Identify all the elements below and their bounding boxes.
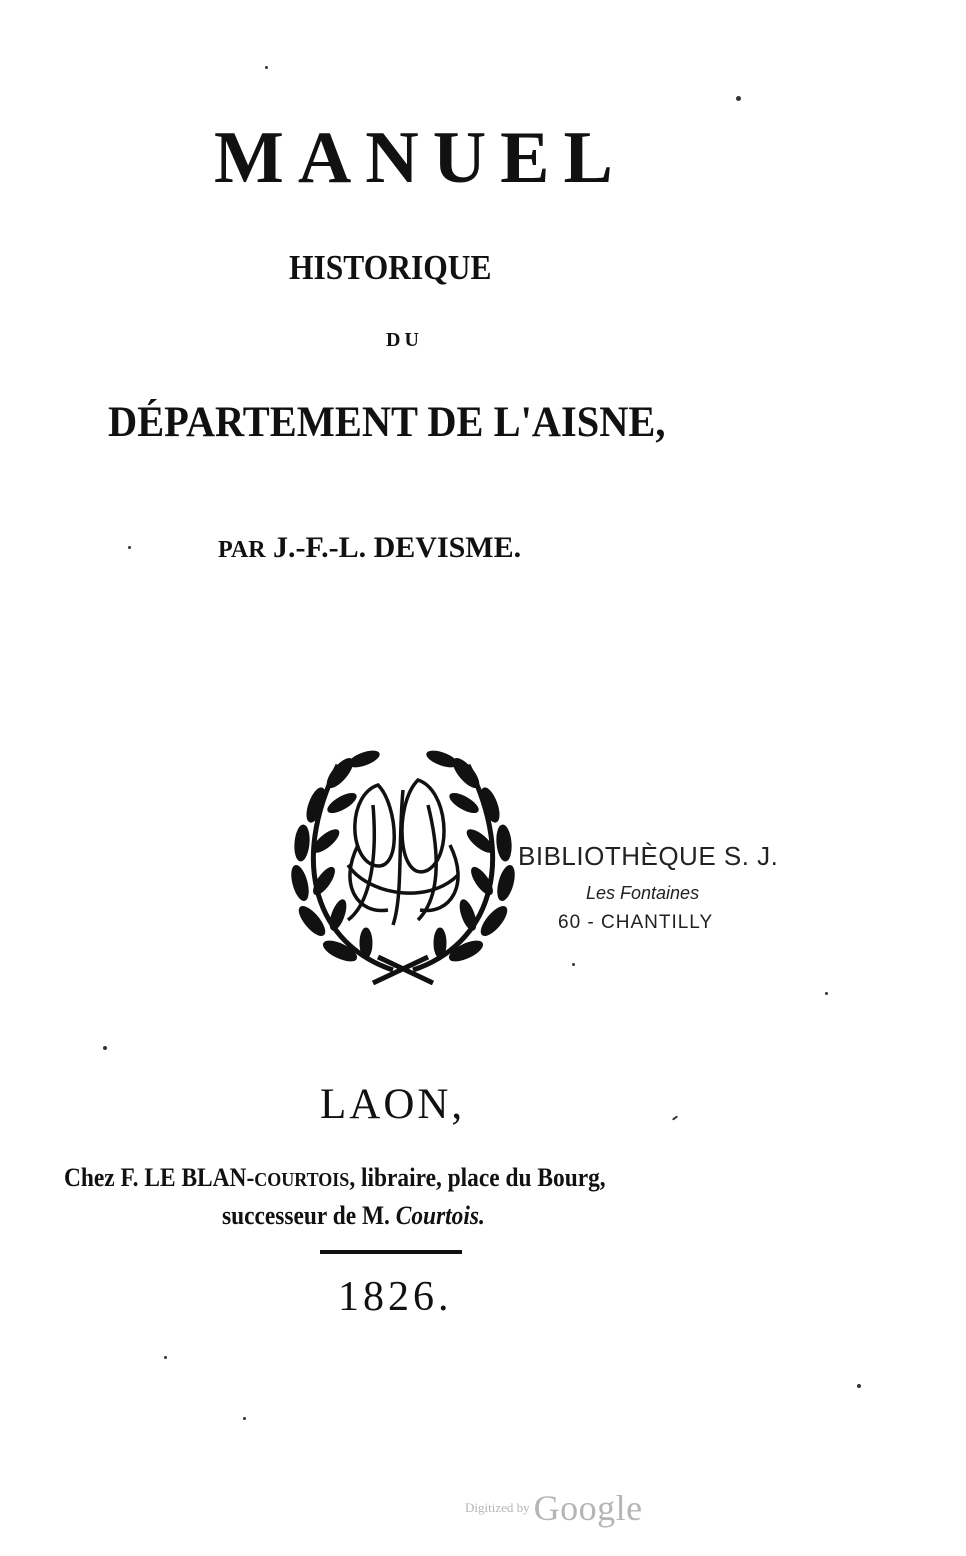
scan-speck [128, 546, 131, 549]
imprint-year: 1826. [338, 1274, 453, 1320]
scan-speck [672, 1115, 678, 1120]
scan-speck [736, 96, 741, 101]
title-departement: DÉPARTEMENT DE L'AISNE, [108, 399, 666, 446]
scan-speck [572, 963, 575, 966]
successor-name: Courtois. [395, 1201, 485, 1230]
stamp-location: Les Fontaines [586, 883, 700, 903]
author-prefix: PAR [218, 537, 266, 563]
laurel-wreath-monogram-icon [278, 745, 528, 985]
author-surname: DEVISME. [373, 531, 522, 564]
stamp-city: 60 - CHANTILLY [558, 912, 714, 933]
imprint-successor [222, 1200, 485, 1232]
watermark-google: Google [533, 1488, 643, 1528]
scan-speck [164, 1356, 167, 1359]
title-historique: HISTORIQUE [289, 248, 492, 287]
author-initials: J.-F.-L. [273, 531, 367, 564]
author-line [218, 530, 521, 568]
watermark-small: Digitized by [465, 1500, 530, 1515]
stamp-library-name: BIBLIOTHÈQUE S. J. [518, 841, 779, 871]
scan-speck [243, 1417, 246, 1420]
divider-rule [320, 1250, 462, 1254]
scan-speck [857, 1384, 861, 1388]
scan-speck [103, 1046, 107, 1050]
title-main: MANUEL [214, 117, 627, 199]
successor-prefix: successeur de M. [222, 1201, 390, 1230]
imprint-publisher [64, 1162, 606, 1196]
publisher-prefix: Chez F. LE BLAN- [64, 1163, 255, 1192]
title-du: DU [386, 329, 423, 351]
scan-speck [265, 66, 268, 69]
digitization-watermark [465, 1487, 643, 1529]
library-stamp [510, 840, 800, 940]
imprint-city: LAON, [320, 1081, 466, 1128]
scan-speck [825, 992, 828, 995]
publisher-suffix: , libraire, place du Bourg, [349, 1163, 606, 1192]
publisher-name: COURTOIS [254, 1169, 350, 1191]
